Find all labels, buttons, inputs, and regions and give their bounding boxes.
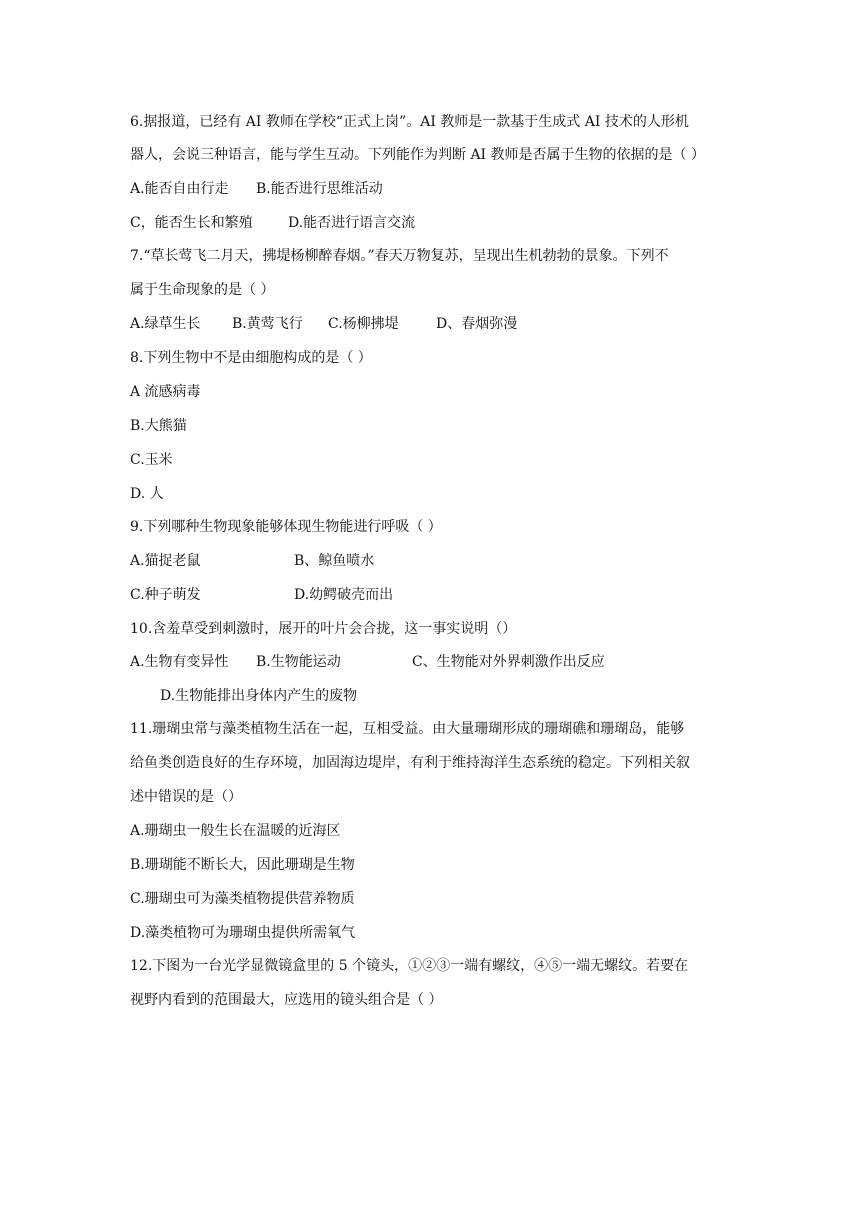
q11-stem-line-2: 给鱼类创造良好的生存环境，加固海边堤岸，有利于维持海洋生态系统的稳定。下列相关叙 xyxy=(130,755,690,771)
q6-option-c: C，能否生长和繁殖 xyxy=(130,215,253,231)
q7-option-d: D、春烟弥漫 xyxy=(436,316,518,332)
q7-option-b: B.黄莺飞行 xyxy=(232,316,303,332)
q9-option-d: D.幼鳄破壳而出 xyxy=(294,587,394,603)
q8-option-b: B.大熊猫 xyxy=(130,418,187,434)
q11-option-d: D.藻类植物可为珊瑚虫提供所需氧气 xyxy=(130,925,356,941)
q9-option-c: C.种子萌发 xyxy=(130,587,201,603)
q6-stem-line-1: 6.据报道，已经有 AI 教师在学校“正式上岗”。AI 教师是一款基于生成式 AI 技术的人形机 xyxy=(130,114,689,130)
q11-option-a: A.珊瑚虫一般生长在温暖的近海区 xyxy=(130,823,341,839)
q10-option-c: C、生物能对外界刺激作出反应 xyxy=(412,654,605,670)
q6-option-d: D.能否进行语言交流 xyxy=(288,215,416,231)
q10-option-d: D.生物能排出身体内产生的废物 xyxy=(160,688,358,704)
q8-option-c: C.玉米 xyxy=(130,452,173,468)
q9-option-b: B、鲸鱼喷水 xyxy=(294,553,375,569)
q11-option-b: B.珊瑚能不断长大，因此珊瑚是生物 xyxy=(130,857,355,873)
q11-stem-line-3: 述中错误的是（） xyxy=(130,789,242,805)
q10-option-a: A.生物有变异性 xyxy=(130,654,229,670)
q9-stem: 9.下列哪种生物现象能够体现生物能进行呼吸（ ） xyxy=(130,519,442,535)
q9-option-a: A.猫捉老鼠 xyxy=(130,553,201,569)
q7-stem-line-2: 属于生命现象的是（ ） xyxy=(130,282,275,298)
q11-stem-line-1: 11.珊瑚虫常与藻类植物生活在一起，互相受益。由大量珊瑚形成的珊瑚礁和珊瑚岛，能够 xyxy=(130,721,685,737)
q8-stem: 8.下列生物中不是由细胞构成的是（ ） xyxy=(130,350,372,366)
q10-option-b: B.生物能运动 xyxy=(256,654,341,670)
q6-option-a: A.能否自由行走 xyxy=(130,181,229,197)
q7-option-c: C.杨柳拂堤 xyxy=(328,316,399,332)
q7-stem-line-1: 7.“草长莺飞二月天，拂堤杨柳醉春烟。”春天万物复苏，呈现出生机勃勃的景象。下列不 xyxy=(130,248,669,264)
q10-stem: 10.含羞草受到刺激时，展开的叶片会合拢，这一事实说明（） xyxy=(130,621,517,637)
q12-stem-line-2: 视野内看到的范围最大，应选用的镜头组合是（ ） xyxy=(130,992,443,1008)
q8-option-a: A 流感病毒 xyxy=(130,384,201,400)
q8-option-d: D. 人 xyxy=(130,486,164,502)
q7-option-a: A.绿草生长 xyxy=(130,316,201,332)
q6-option-b: B.能否进行思维活动 xyxy=(256,181,383,197)
q11-option-c: C.珊瑚虫可为藻类植物提供营养物质 xyxy=(130,891,355,907)
q6-stem-line-2: 器人，会说三种语言，能与学生互动。下列能作为判断 AI 教师是否属于生物的依据的是（ ） xyxy=(130,147,705,163)
q12-stem-line-1: 12.下图为一台光学显微镜盒里的 5 个镜头，①②③一端有螺纹，④⑤一端无螺纹。若要在 xyxy=(130,958,689,974)
